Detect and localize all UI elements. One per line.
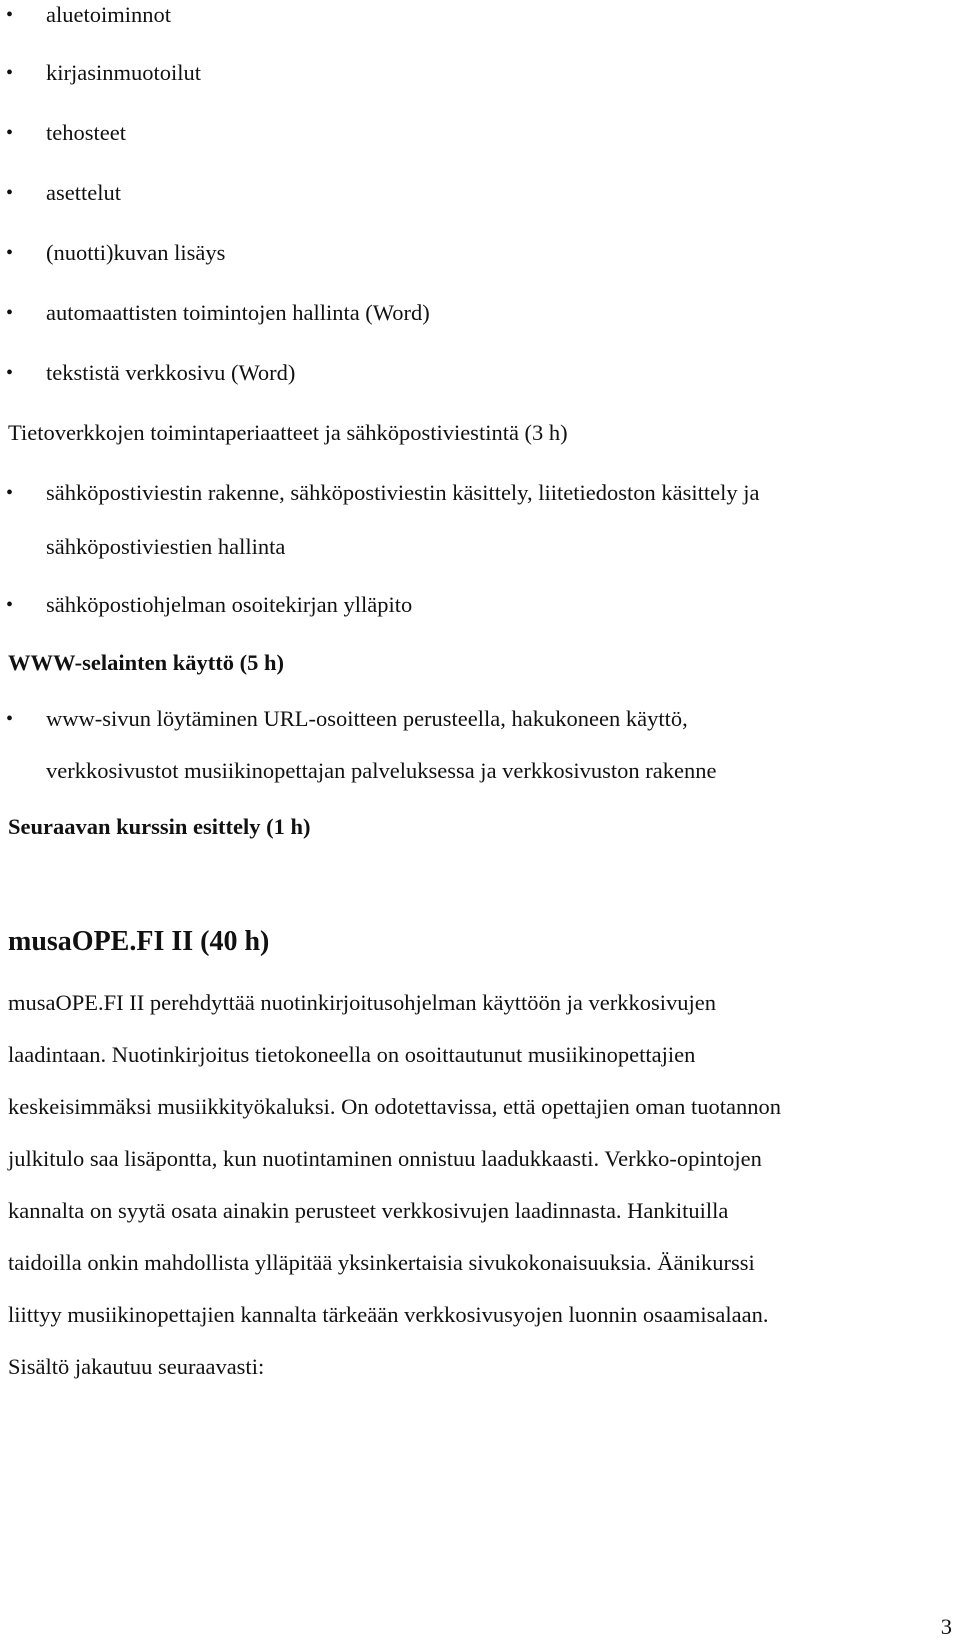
section-heading: Tietoverkkojen toimintaperiaatteet ja sähköpostiviestintä (3 h) (8, 420, 568, 445)
bullet-icon: • (6, 122, 14, 144)
list-item (0, 238, 960, 268)
list-item (0, 358, 960, 388)
paragraph-line: keskeisimmäksi musiikkityökaluksi. On odotettavissa, että opettajien oman tuotannon (8, 1094, 782, 1119)
paragraph-line: laadintaan. Nuotinkirjoitus tietokoneella on osoittautunut musiikinopettajien (8, 1042, 696, 1067)
list-item-continuation: verkkosivustot musiikinopettajan palveluksessa ja verkkosivuston rakenne (46, 758, 717, 783)
list-item (0, 0, 960, 30)
list-item-continuation: sähköpostiviestien hallinta (46, 534, 286, 559)
list-item (0, 478, 960, 508)
list-item-text: www-sivun löytäminen URL-osoitteen perusteella, hakukoneen käyttö, (46, 706, 688, 731)
paragraph-line: taidoilla onkin mahdollista ylläpitää yksinkertaisia sivukokonaisuuksia. Äänikurssi (8, 1250, 755, 1275)
list-item-text: (nuotti)kuvan lisäys (46, 240, 226, 265)
bullet-icon: • (6, 362, 14, 384)
list-item-text: tehosteet (46, 120, 126, 145)
bullet-icon: • (6, 594, 14, 616)
list-item (0, 58, 960, 88)
bullet-icon: • (6, 242, 14, 264)
list-item (0, 704, 960, 734)
paragraph-line: kannalta on syytä osata ainakin perusteet verkkosivujen laadinnasta. Hankituilla (8, 1198, 729, 1223)
paragraph-line: musaOPE.FI II perehdyttää nuotinkirjoitusohjelman käyttöön ja verkkosivujen (8, 990, 716, 1015)
bullet-icon: • (6, 62, 14, 84)
page-number: 3 (940, 1614, 952, 1639)
bullet-icon: • (6, 708, 14, 730)
list-item (0, 590, 960, 620)
section-heading: Seuraavan kurssin esittely (1 h) (8, 814, 311, 839)
list-item-text: automaattisten toimintojen hallinta (Word) (46, 300, 430, 325)
list-item (0, 298, 960, 328)
bullet-icon: • (6, 302, 14, 324)
paragraph-line: julkitulo saa lisäpontta, kun nuotintaminen onnistuu laadukkaasti. Verkko-opintojen (8, 1146, 762, 1171)
list-item-text: asettelut (46, 180, 121, 205)
bullet-icon: • (6, 182, 14, 204)
section-heading: WWW-selainten käyttö (5 h) (8, 650, 285, 675)
list-item-text: tekstistä verkkosivu (Word) (46, 360, 296, 385)
bullet-icon: • (6, 482, 14, 504)
list-item-text: kirjasinmuotoilut (46, 60, 201, 85)
bullet-icon: • (6, 4, 14, 26)
list-item (0, 178, 960, 208)
list-item-text: sähköpostiohjelman osoitekirjan ylläpito (46, 592, 413, 617)
list-item-text: aluetoiminnot (46, 2, 171, 27)
page-title: musaOPE.FI II (40 h) (8, 926, 270, 957)
list-item-text: sähköpostiviestin rakenne, sähköpostiviestin käsittely, liitetiedoston käsittely ja (46, 480, 760, 505)
list-item (0, 118, 960, 148)
paragraph-line: liittyy musiikinopettajien kannalta tärkeään verkkosivusyojen luonnin osaamisalaan. (8, 1302, 769, 1327)
paragraph-line: Sisältö jakautuu seuraavasti: (8, 1354, 265, 1379)
